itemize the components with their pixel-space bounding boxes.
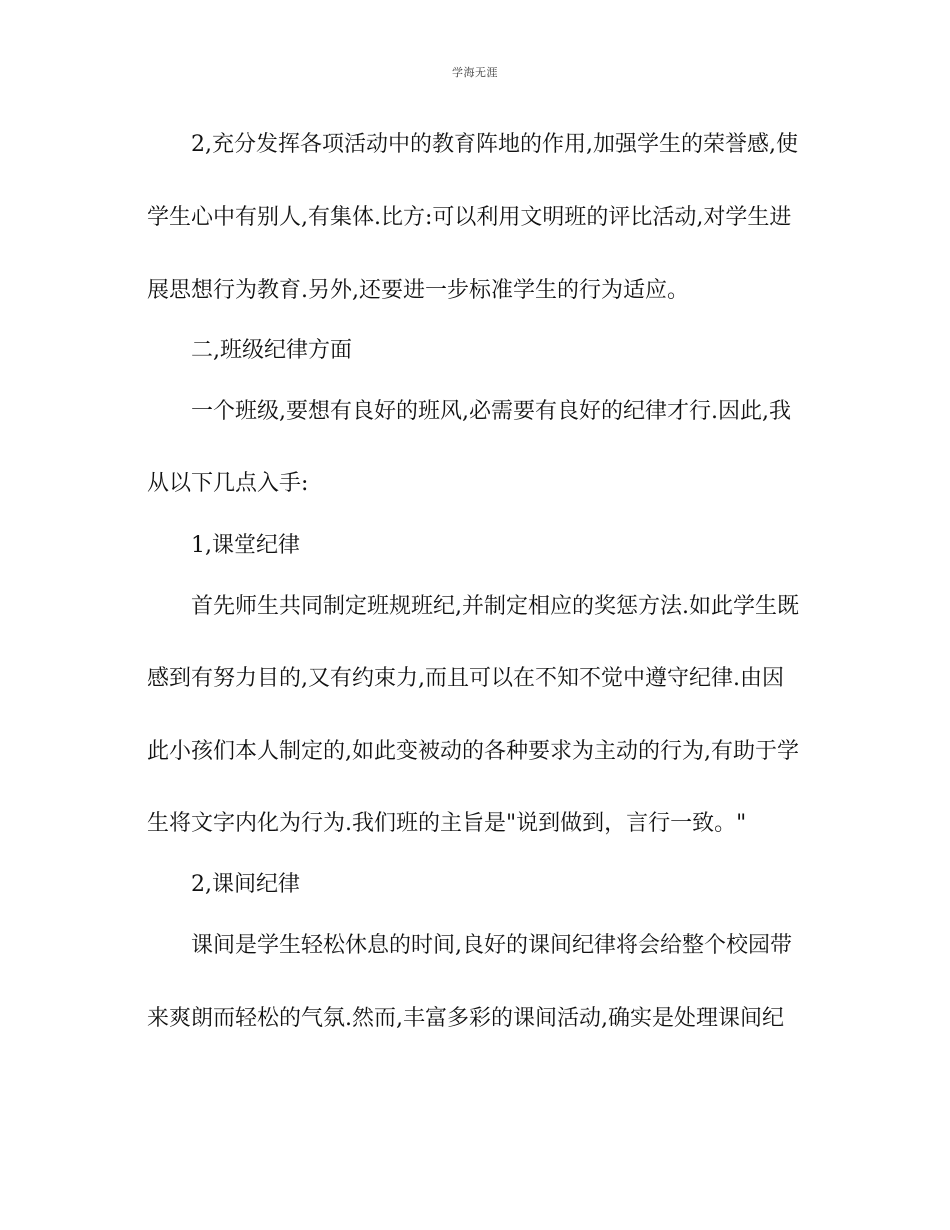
paragraph-line: 首先师生共同制定班规班纪,并制定相应的奖惩方法.如此学生既 bbox=[191, 594, 799, 619]
paragraph-line: 课间是学生轻松休息的时间,良好的课间纪律将会给整个校园带 bbox=[191, 933, 792, 958]
section-heading: 二,班级纪律方面 bbox=[191, 338, 352, 363]
subsection-heading: 2,课间纪律 bbox=[191, 872, 300, 897]
paragraph-line: 2,充分发挥各项活动中的教育阵地的作用,加强学生的荣誉感,使 bbox=[191, 132, 798, 157]
paragraph-line: 学生心中有别人,有集体.比方:可以利用文明班的评比活动,对学生进 bbox=[147, 205, 792, 230]
subsection-heading: 1,课堂纪律 bbox=[191, 533, 300, 558]
page-header: 学海无涯 bbox=[452, 66, 498, 79]
paragraph-line: 展思想行为教育.另外,还要进一步标准学生的行为适应。 bbox=[147, 278, 689, 303]
paragraph-line: 生将文字内化为行为.我们班的主旨是"说到做到，言行一致。" bbox=[147, 811, 747, 836]
paragraph-line: 来爽朗而轻松的气氛.然而,丰富多彩的课间活动,确实是处理课间纪 bbox=[147, 1006, 784, 1031]
paragraph-line: 此小孩们本人制定的,如此变被动的各种要求为主动的行为,有助于学 bbox=[147, 739, 799, 764]
paragraph-line: 一个班级,要想有良好的班风,必需要有良好的纪律才行.因此,我 bbox=[191, 399, 791, 424]
paragraph-line: 感到有努力目的,又有约束力,而且可以在不知不觉中遵守纪律.由因 bbox=[147, 666, 784, 691]
paragraph-line: 从以下几点入手: bbox=[147, 471, 309, 496]
